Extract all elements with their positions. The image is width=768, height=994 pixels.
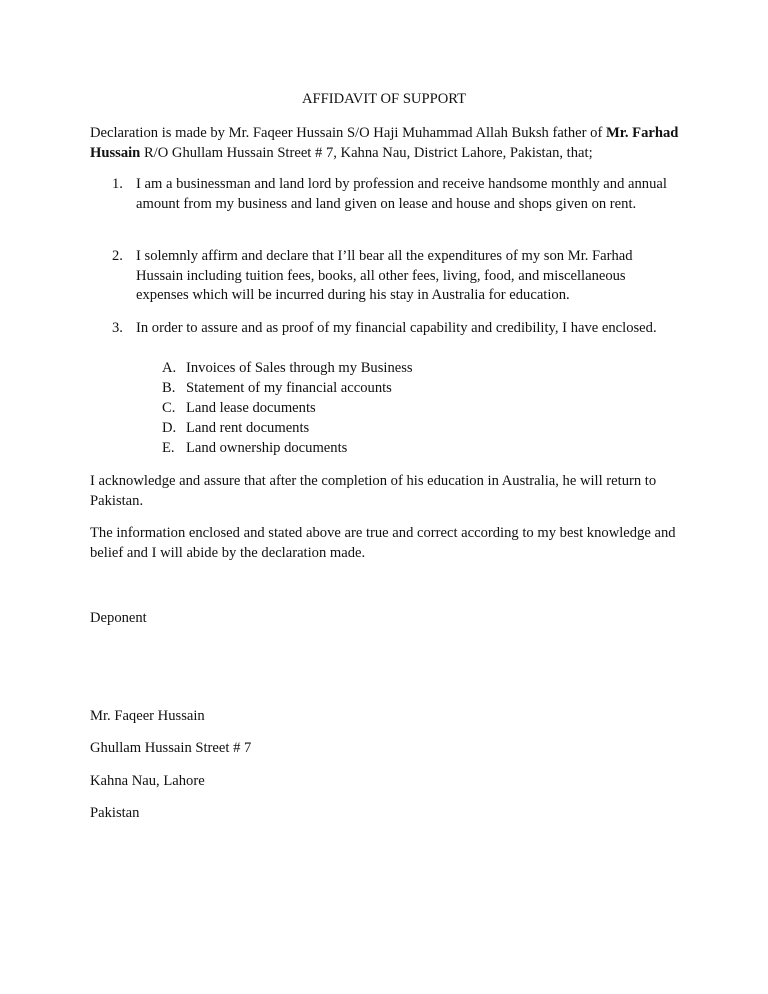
signatory-name: Mr. Faqeer Hussain — [90, 708, 205, 724]
numbered-item-1 — [112, 175, 672, 214]
intro-text-start: Declaration is made by Mr. Faqeer Hussain S/O Haji Muhammad Allah Buksh father of — [90, 125, 606, 141]
enclosure-marker: A. — [162, 360, 177, 376]
list-item-text: I am a businessman and land lord by profession and receive handsome monthly and annual amount from my business and land given on lease and house and shops given on rent. — [136, 176, 667, 212]
enclosure-marker: E. — [162, 440, 175, 456]
enclosure-text: Land lease documents — [186, 400, 316, 416]
list-marker: 2. — [112, 248, 123, 264]
enclosure-item — [162, 358, 562, 378]
signatory-country: Pakistan — [90, 805, 140, 821]
numbered-item-2 — [112, 247, 672, 306]
enclosure-marker: C. — [162, 400, 176, 416]
list-marker: 3. — [112, 320, 123, 336]
numbered-item-3 — [112, 319, 672, 339]
list-item-text: I solemnly affirm and declare that I’ll bear all the expenditures of my son Mr. Farhad Hussain including tuition fees, books, all other fees, living, food, and miscellaneous expenses which will be incurred during his stay in Australia for education. — [136, 248, 633, 303]
beneficiary-name: Mr. Farhad Hussain — [90, 125, 679, 161]
enclosure-text: Land ownership documents — [186, 440, 348, 456]
enclosure-item — [162, 398, 562, 418]
enclosure-text: Statement of my financial accounts — [186, 380, 392, 396]
enclosure-text: Invoices of Sales through my Business — [186, 360, 413, 376]
list-item-text: In order to assure and as proof of my financial capability and credibility, I have enclosed. — [136, 320, 657, 336]
enclosure-marker: B. — [162, 380, 176, 396]
list-marker: 1. — [112, 176, 123, 192]
deponent-label: Deponent — [90, 610, 147, 626]
enclosure-marker: D. — [162, 420, 177, 436]
intro-paragraph — [90, 123, 690, 163]
enclosures-list — [162, 358, 562, 458]
enclosure-item — [162, 378, 562, 398]
document-title: AFFIDAVIT OF SUPPORT — [301, 91, 467, 107]
information-statement-paragraph: The information enclosed and stated above are true and correct according to my best knowledge and belief and I will abide by the declaration made. — [90, 525, 676, 561]
signatory-city: Kahna Nau, Lahore — [90, 773, 205, 789]
signatory-street: Ghullam Hussain Street # 7 — [90, 740, 252, 756]
enclosure-text: Land rent documents — [186, 420, 310, 436]
enclosure-item — [162, 438, 562, 458]
acknowledgement-paragraph: I acknowledge and assure that after the completion of his education in Australia, he will return to Pakistan. — [90, 473, 657, 509]
enclosure-item — [162, 418, 562, 438]
intro-text-end: R/O Ghullam Hussain Street # 7, Kahna Nau, District Lahore, Pakistan, that; — [140, 145, 593, 161]
